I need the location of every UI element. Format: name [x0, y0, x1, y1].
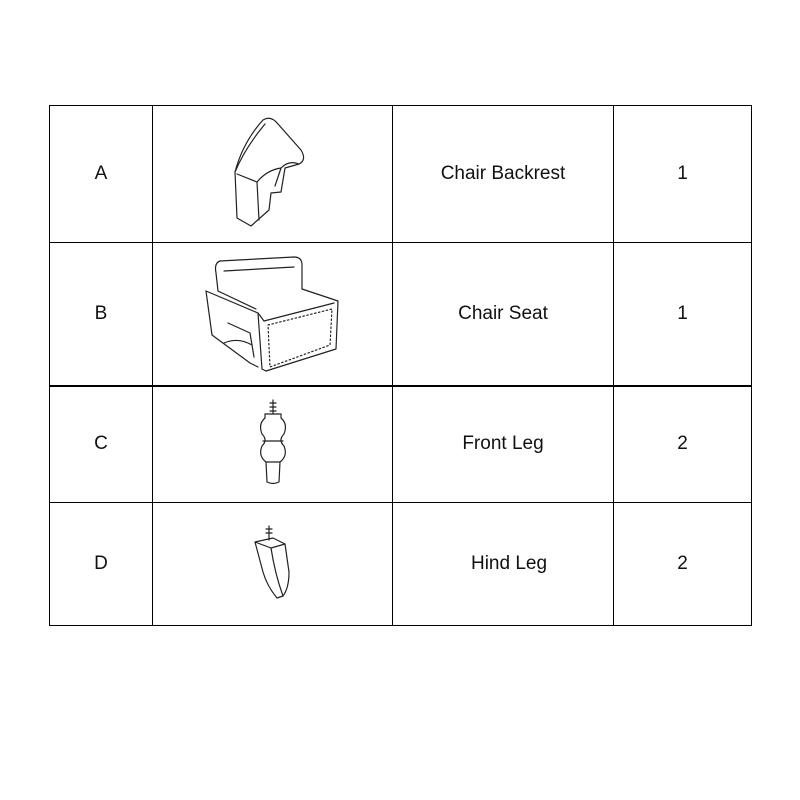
parts-table [49, 105, 752, 626]
table-row [50, 386, 752, 503]
table-row [50, 106, 752, 243]
part-name: Hind Leg [393, 503, 614, 626]
chair-seat-icon [198, 251, 348, 376]
part-name: Chair Seat [393, 243, 614, 386]
part-quantity: 2 [614, 386, 752, 503]
part-name: Chair Backrest [393, 106, 614, 243]
part-quantity: 1 [614, 106, 752, 243]
part-letter: B [50, 243, 153, 386]
table-row [50, 243, 752, 386]
hind-leg-icon [243, 514, 303, 614]
part-image-cell [153, 106, 393, 243]
part-image-cell [153, 386, 393, 503]
part-quantity: 1 [614, 243, 752, 386]
part-image-cell [153, 503, 393, 626]
part-letter: D [50, 503, 153, 626]
part-letter: C [50, 386, 153, 503]
front-leg-icon [248, 394, 298, 494]
part-image-cell [153, 243, 393, 386]
part-letter: A [50, 106, 153, 243]
part-name: Front Leg [393, 386, 614, 503]
table-row [50, 503, 752, 626]
chair-backrest-icon [223, 112, 323, 237]
part-quantity: 2 [614, 503, 752, 626]
